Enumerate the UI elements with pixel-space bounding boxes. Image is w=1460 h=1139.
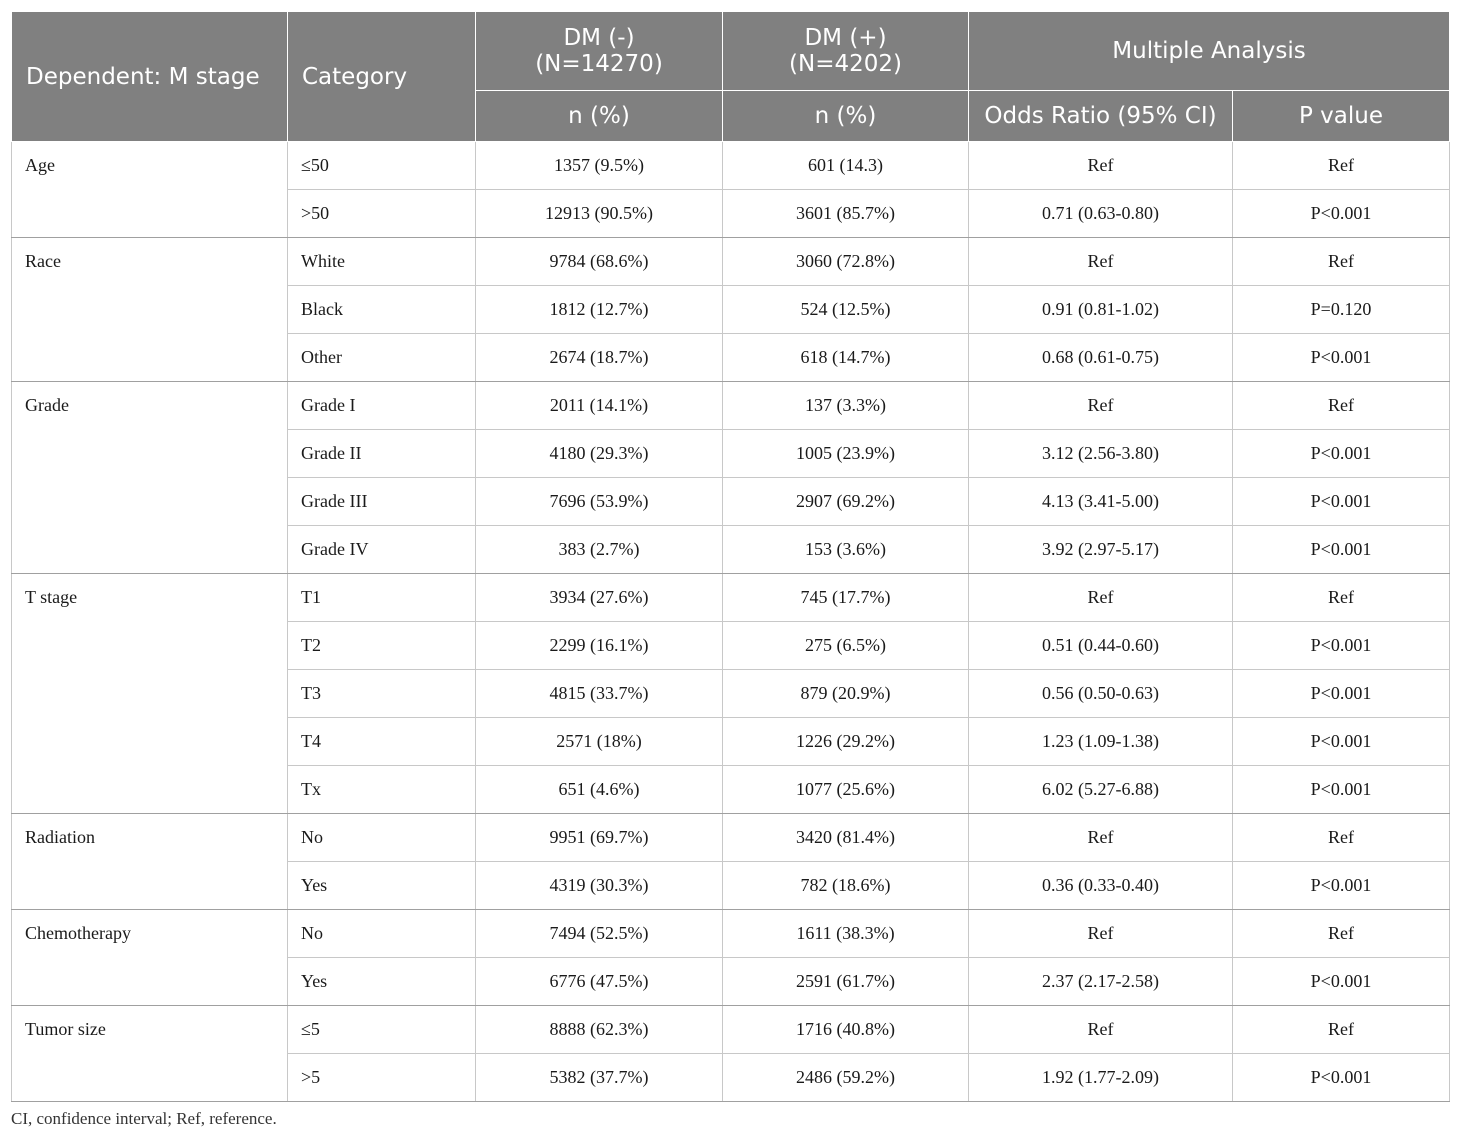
dm-positive-cell: 2591 (61.7%)	[723, 958, 969, 1006]
dm-negative-cell: 12913 (90.5%)	[476, 190, 723, 238]
header-dm-positive	[723, 12, 969, 91]
variable-cell: Tumor size	[12, 1006, 288, 1102]
odds-ratio-cell: 0.71 (0.63-0.80)	[969, 190, 1233, 238]
dm-negative-cell: 1812 (12.7%)	[476, 286, 723, 334]
dm-negative-cell: 3934 (27.6%)	[476, 574, 723, 622]
odds-ratio-cell: Ref	[969, 1006, 1233, 1054]
odds-ratio-cell: 0.51 (0.44-0.60)	[969, 622, 1233, 670]
p-value-cell: P<0.001	[1233, 430, 1450, 478]
odds-ratio-cell: 0.68 (0.61-0.75)	[969, 334, 1233, 382]
p-value-cell: P<0.001	[1233, 766, 1450, 814]
dm-positive-cell: 879 (20.9%)	[723, 670, 969, 718]
dm-positive-cell: 2486 (59.2%)	[723, 1054, 969, 1102]
odds-ratio-cell: Ref	[969, 814, 1233, 862]
table-row	[12, 238, 1450, 286]
p-value-cell: Ref	[1233, 142, 1450, 190]
table-row	[12, 382, 1450, 430]
variable-cell: Radiation	[12, 814, 288, 910]
dm-negative-cell: 4180 (29.3%)	[476, 430, 723, 478]
dm-positive-cell: 1005 (23.9%)	[723, 430, 969, 478]
table-row	[12, 1006, 1450, 1054]
category-cell: T4	[288, 718, 476, 766]
category-cell: >50	[288, 190, 476, 238]
header-dm-negative-n: (N=14270)	[535, 51, 663, 77]
variable-cell: Age	[12, 142, 288, 238]
p-value-cell: P<0.001	[1233, 526, 1450, 574]
dm-negative-cell: 2571 (18%)	[476, 718, 723, 766]
dm-positive-cell: 2907 (69.2%)	[723, 478, 969, 526]
variable-cell: Grade	[12, 382, 288, 574]
category-cell: Grade III	[288, 478, 476, 526]
category-cell: T2	[288, 622, 476, 670]
odds-ratio-cell: 1.23 (1.09-1.38)	[969, 718, 1233, 766]
category-cell: No	[288, 814, 476, 862]
dm-negative-cell: 8888 (62.3%)	[476, 1006, 723, 1054]
dm-negative-cell: 9784 (68.6%)	[476, 238, 723, 286]
table-row	[12, 574, 1450, 622]
p-value-cell: Ref	[1233, 382, 1450, 430]
table-body	[12, 142, 1450, 1102]
category-cell: ≤50	[288, 142, 476, 190]
dm-negative-cell: 2299 (16.1%)	[476, 622, 723, 670]
category-cell: White	[288, 238, 476, 286]
odds-ratio-cell: 0.56 (0.50-0.63)	[969, 670, 1233, 718]
dm-negative-cell: 5382 (37.7%)	[476, 1054, 723, 1102]
table-footnote: CI, confidence interval; Ref, reference.	[11, 1109, 277, 1128]
p-value-cell: P<0.001	[1233, 958, 1450, 1006]
dm-negative-cell: 383 (2.7%)	[476, 526, 723, 574]
dm-positive-cell: 137 (3.3%)	[723, 382, 969, 430]
dm-positive-cell: 153 (3.6%)	[723, 526, 969, 574]
dm-positive-cell: 275 (6.5%)	[723, 622, 969, 670]
odds-ratio-cell: Ref	[969, 910, 1233, 958]
p-value-cell: Ref	[1233, 1006, 1450, 1054]
header-n-pct-negative: n (%)	[476, 91, 723, 142]
table-row	[12, 910, 1450, 958]
category-cell: Yes	[288, 862, 476, 910]
header-dependent: Dependent: M stage	[12, 12, 288, 142]
dm-positive-cell: 601 (14.3)	[723, 142, 969, 190]
category-cell: >5	[288, 1054, 476, 1102]
dm-positive-cell: 1077 (25.6%)	[723, 766, 969, 814]
p-value-cell: Ref	[1233, 910, 1450, 958]
dm-positive-cell: 1611 (38.3%)	[723, 910, 969, 958]
category-cell: T3	[288, 670, 476, 718]
dm-positive-cell: 3420 (81.4%)	[723, 814, 969, 862]
dm-positive-cell: 3601 (85.7%)	[723, 190, 969, 238]
dm-negative-cell: 7696 (53.9%)	[476, 478, 723, 526]
odds-ratio-cell: 3.92 (2.97-5.17)	[969, 526, 1233, 574]
dm-negative-cell: 2674 (18.7%)	[476, 334, 723, 382]
category-cell: Grade I	[288, 382, 476, 430]
variable-cell: T stage	[12, 574, 288, 814]
dm-positive-cell: 782 (18.6%)	[723, 862, 969, 910]
dm-positive-cell: 618 (14.7%)	[723, 334, 969, 382]
p-value-cell: P<0.001	[1233, 1054, 1450, 1102]
p-value-cell: P<0.001	[1233, 862, 1450, 910]
dm-positive-cell: 745 (17.7%)	[723, 574, 969, 622]
dm-negative-cell: 9951 (69.7%)	[476, 814, 723, 862]
header-p-value: P value	[1233, 91, 1450, 142]
dm-negative-cell: 6776 (47.5%)	[476, 958, 723, 1006]
table-row	[12, 814, 1450, 862]
dm-positive-cell: 1716 (40.8%)	[723, 1006, 969, 1054]
dm-positive-cell: 3060 (72.8%)	[723, 238, 969, 286]
odds-ratio-cell: Ref	[969, 142, 1233, 190]
results-table	[11, 11, 1450, 1102]
header-odds-ratio: Odds Ratio (95% CI)	[969, 91, 1233, 142]
p-value-cell: P<0.001	[1233, 670, 1450, 718]
odds-ratio-cell: 0.36 (0.33-0.40)	[969, 862, 1233, 910]
p-value-cell: P<0.001	[1233, 622, 1450, 670]
p-value-cell: Ref	[1233, 574, 1450, 622]
dm-positive-cell: 524 (12.5%)	[723, 286, 969, 334]
dm-negative-cell: 651 (4.6%)	[476, 766, 723, 814]
odds-ratio-cell: 6.02 (5.27-6.88)	[969, 766, 1233, 814]
category-cell: Grade II	[288, 430, 476, 478]
dm-negative-cell: 4815 (33.7%)	[476, 670, 723, 718]
header-dm-positive-label: DM (+)	[804, 25, 887, 51]
dm-negative-cell: 1357 (9.5%)	[476, 142, 723, 190]
variable-cell: Chemotherapy	[12, 910, 288, 1006]
p-value-cell: Ref	[1233, 814, 1450, 862]
header-dm-negative-label: DM (-)	[563, 25, 635, 51]
header-dm-negative	[476, 12, 723, 91]
category-cell: Yes	[288, 958, 476, 1006]
p-value-cell: P=0.120	[1233, 286, 1450, 334]
p-value-cell: P<0.001	[1233, 718, 1450, 766]
category-cell: No	[288, 910, 476, 958]
dm-negative-cell: 4319 (30.3%)	[476, 862, 723, 910]
table-row	[12, 142, 1450, 190]
p-value-cell: Ref	[1233, 238, 1450, 286]
header-category: Category	[288, 12, 476, 142]
odds-ratio-cell: 0.91 (0.81-1.02)	[969, 286, 1233, 334]
p-value-cell: P<0.001	[1233, 190, 1450, 238]
category-cell: Other	[288, 334, 476, 382]
odds-ratio-cell: Ref	[969, 574, 1233, 622]
variable-cell: Race	[12, 238, 288, 382]
p-value-cell: P<0.001	[1233, 334, 1450, 382]
odds-ratio-cell: 2.37 (2.17-2.58)	[969, 958, 1233, 1006]
category-cell: ≤5	[288, 1006, 476, 1054]
dm-negative-cell: 2011 (14.1%)	[476, 382, 723, 430]
category-cell: T1	[288, 574, 476, 622]
odds-ratio-cell: Ref	[969, 238, 1233, 286]
table-header	[12, 12, 1450, 142]
odds-ratio-cell: 3.12 (2.56-3.80)	[969, 430, 1233, 478]
dm-negative-cell: 7494 (52.5%)	[476, 910, 723, 958]
header-n-pct-positive: n (%)	[723, 91, 969, 142]
odds-ratio-cell: Ref	[969, 382, 1233, 430]
category-cell: Black	[288, 286, 476, 334]
header-multiple-analysis: Multiple Analysis	[969, 12, 1450, 91]
odds-ratio-cell: 4.13 (3.41-5.00)	[969, 478, 1233, 526]
category-cell: Grade IV	[288, 526, 476, 574]
header-dm-positive-n: (N=4202)	[789, 51, 902, 77]
p-value-cell: P<0.001	[1233, 478, 1450, 526]
odds-ratio-cell: 1.92 (1.77-2.09)	[969, 1054, 1233, 1102]
category-cell: Tx	[288, 766, 476, 814]
dm-positive-cell: 1226 (29.2%)	[723, 718, 969, 766]
